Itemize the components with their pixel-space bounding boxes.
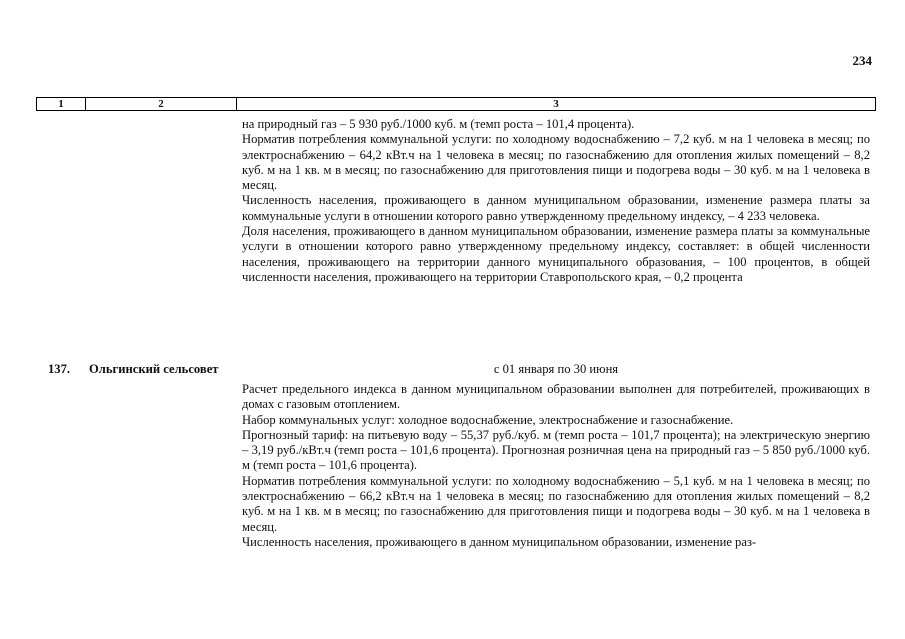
paragraph: Прогнозный тариф: на питьевую воду – 55,37 руб./куб. м (темп роста – 101,7 процента); на электрическую энергию – 3,19 руб./кВт.ч (темп роста – 101,6 процента). Прогнозная розничная цена на природный газ – 5 850 руб./1000 куб. м (темп роста – 101,6 процента). xyxy=(242,427,870,473)
paragraph: Норматив потребления коммунальной услуги: по холодному водоснабжению – 7,2 куб. м на 1 человека в месяц; по электроснабжению – 64,2 кВт.ч на 1 человека в месяц; по газоснабжению для отопления жилых помещений – 8,2 куб. м на 1 кв. м в месяц; по газоснабжению для приготовления пищи и подогрева воды – 30 куб. м на 1 человека в месяц. xyxy=(242,132,870,193)
period-heading: с 01 января по 30 июня xyxy=(493,362,619,376)
municipality-name: Ольгинский сельсовет xyxy=(89,362,219,376)
paragraph: Численность населения, проживающего в данном муниципальном образовании, изменение размера платы за коммунальные услуги в отношении которого равно утвержденному предельному индексу, – 4 233 человека. xyxy=(242,193,870,223)
column-2-header: 2 xyxy=(158,98,164,110)
page-number: 234 xyxy=(852,53,872,68)
paragraph: Набор коммунальных услуг: холодное водоснабжение, электроснабжение и газоснабжение. xyxy=(242,412,734,427)
previous-entry-text xyxy=(242,117,870,285)
paragraph: Численность населения, проживающего в данном муниципальном образовании, изменение раз- xyxy=(242,534,757,549)
paragraph: Доля населения, проживающего в данном муниципальном образовании, изменение размера платы за коммунальные услуги в отношении которого равно утвержденному предельному индексу, составляет: в общей численности населения, проживающего на территории данного муниципального образования, – 100 процентов, в общей численности населения, проживающего на территории Ставропольского края, – 0,2 процента xyxy=(242,224,870,284)
table-column-header xyxy=(36,97,876,111)
entry-text xyxy=(242,382,870,550)
paragraph: Норматив потребления коммунальной услуги: по холодному водоснабжению – 5,1 куб. м на 1 человека в месяц; по электроснабжению – 66,2 кВт.ч на 1 человека в месяц; по газоснабжению для отопления жилых помещений – 8,2 куб. м на 1 кв. м в месяц; по газоснабжению для приготовления пищи и подогрева воды – 30 куб. м на 1 человека в месяц. xyxy=(242,473,870,534)
column-3-header: 3 xyxy=(553,98,559,110)
paragraph: на природный газ – 5 930 руб./1000 куб. м (темп роста – 101,4 процента). xyxy=(242,117,635,131)
paragraph: Расчет предельного индекса в данном муниципальном образовании выполнен для потребителей, проживающих в домах с газовым отоплением. xyxy=(242,382,870,412)
entry-number: 137. xyxy=(48,362,71,376)
column-1-header: 1 xyxy=(58,98,64,110)
